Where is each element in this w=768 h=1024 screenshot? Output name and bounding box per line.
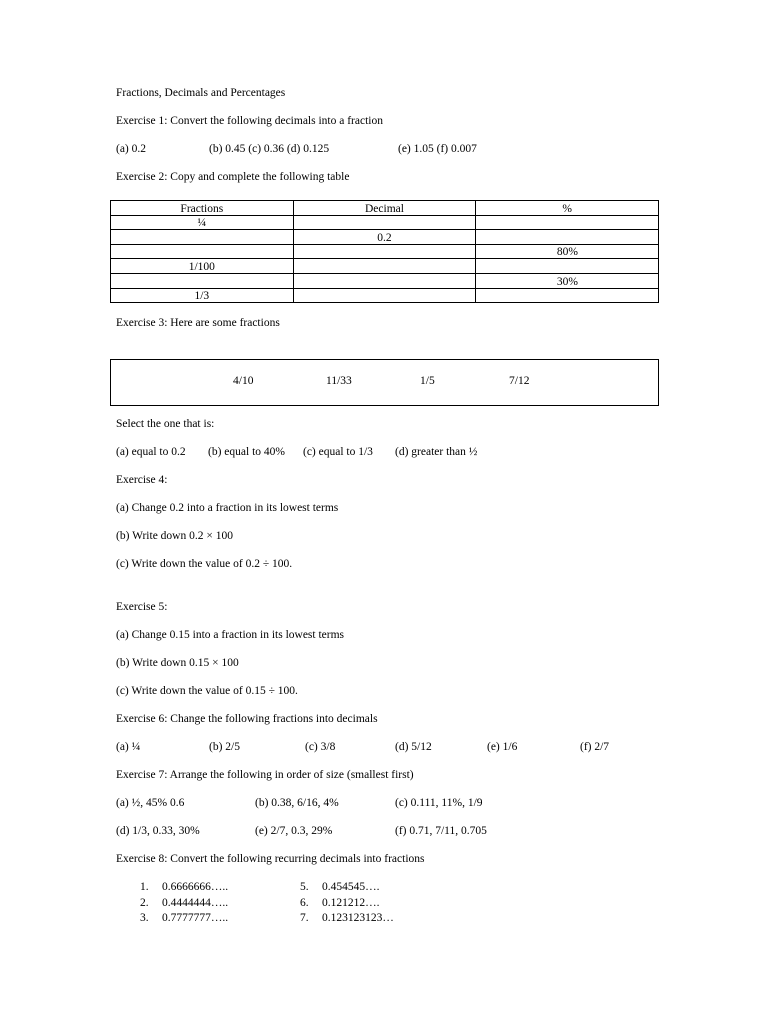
list-item: 0.4444444….. — [162, 897, 229, 909]
exercise-7-item: (b) 0.38, 6/16, 4% — [255, 797, 339, 809]
table-row — [111, 273, 659, 288]
fraction-value: 7/12 — [509, 375, 530, 387]
exercise-4-item: (b) Write down 0.2 × 100 — [116, 530, 233, 542]
list-item: 0.123123123… — [322, 912, 394, 924]
exercise-3-option: (a) equal to 0.2 — [116, 446, 186, 458]
table-cell: 0.2 — [293, 230, 476, 245]
fraction-value: 4/10 — [233, 375, 254, 387]
list-item: 0.6666666….. — [162, 881, 229, 893]
exercise-3-heading: Exercise 3: Here are some fractions — [116, 317, 280, 329]
page-title: Fractions, Decimals and Percentages — [116, 87, 286, 99]
exercise-1-item: (a) 0.2 — [116, 143, 147, 155]
table-cell: ¼ — [111, 215, 294, 230]
exercise-6-item: (a) ¼ — [116, 741, 141, 753]
exercise-5-item: (b) Write down 0.15 × 100 — [116, 657, 239, 669]
table-cell: 1/3 — [111, 288, 294, 303]
list-item: 0.121212…. — [322, 897, 380, 909]
list-number: 6. — [300, 897, 309, 909]
exercise-7-item: (d) 1/3, 0.33, 30% — [116, 825, 200, 837]
table-cell — [111, 273, 294, 288]
exercise-4-heading: Exercise 4: — [116, 474, 168, 486]
table-row — [111, 230, 659, 245]
list-number: 5. — [300, 881, 309, 893]
table-header: Decimal — [293, 201, 476, 216]
table-header: Fractions — [111, 201, 294, 216]
exercise-5-item: (c) Write down the value of 0.15 ÷ 100. — [116, 685, 298, 697]
exercise-7-item: (c) 0.111, 11%, 1/9 — [395, 797, 483, 809]
list-number: 3. — [140, 912, 149, 924]
table-header-row — [111, 201, 659, 216]
fraction-value: 11/33 — [326, 375, 352, 387]
exercise-7-item: (a) ½, 45% 0.6 — [116, 797, 185, 809]
table-cell — [476, 215, 659, 230]
list-item: 0.7777777….. — [162, 912, 229, 924]
table-cell: 30% — [476, 273, 659, 288]
exercise-6-item: (b) 2/5 — [209, 741, 240, 753]
exercise-6-heading: Exercise 6: Change the following fractions into decimals — [116, 713, 378, 725]
table-cell: 1/100 — [111, 259, 294, 274]
table-row — [111, 288, 659, 303]
exercise-3-option: (c) equal to 1/3 — [303, 446, 373, 458]
table-cell — [293, 215, 476, 230]
table-cell — [111, 230, 294, 245]
exercise-7-item: (f) 0.71, 7/11, 0.705 — [395, 825, 487, 837]
exercise-3-option: (d) greater than ½ — [395, 446, 478, 458]
table-cell — [476, 259, 659, 274]
exercise-2-heading: Exercise 2: Copy and complete the following table — [116, 171, 350, 183]
table-cell — [476, 230, 659, 245]
table-row — [111, 244, 659, 259]
table-cell — [293, 244, 476, 259]
list-number: 7. — [300, 912, 309, 924]
table-cell — [293, 288, 476, 303]
conversion-table — [110, 200, 659, 303]
table-header: % — [476, 201, 659, 216]
fractions-box — [110, 359, 659, 406]
exercise-4-item: (c) Write down the value of 0.2 ÷ 100. — [116, 558, 293, 570]
table-cell — [476, 288, 659, 303]
fraction-value: 1/5 — [420, 375, 435, 387]
exercise-3-prompt: Select the one that is: — [116, 418, 215, 430]
exercise-7-item: (e) 2/7, 0.3, 29% — [255, 825, 333, 837]
table-cell — [293, 273, 476, 288]
exercise-1-item: (b) 0.45 (c) 0.36 (d) 0.125 — [209, 143, 330, 155]
list-item: 0.454545…. — [322, 881, 380, 893]
exercise-6-item: (d) 5/12 — [395, 741, 432, 753]
table-row — [111, 215, 659, 230]
list-number: 1. — [140, 881, 149, 893]
exercise-4-item: (a) Change 0.2 into a fraction in its lowest terms — [116, 502, 339, 514]
table-row — [111, 259, 659, 274]
exercise-3-option: (b) equal to 40% — [208, 446, 285, 458]
exercise-7-heading: Exercise 7: Arrange the following in order of size (smallest first) — [116, 769, 414, 781]
table-cell — [111, 244, 294, 259]
exercise-5-heading: Exercise 5: — [116, 601, 168, 613]
exercise-1-item: (e) 1.05 (f) 0.007 — [398, 143, 477, 155]
exercise-6-item: (c) 3/8 — [305, 741, 336, 753]
list-number: 2. — [140, 897, 149, 909]
table-cell — [293, 259, 476, 274]
exercise-8-heading: Exercise 8: Convert the following recurring decimals into fractions — [116, 853, 425, 865]
exercise-5-item: (a) Change 0.15 into a fraction in its lowest terms — [116, 629, 345, 641]
table-cell: 80% — [476, 244, 659, 259]
exercise-6-item: (e) 1/6 — [487, 741, 518, 753]
exercise-1-heading: Exercise 1: Convert the following decimals into a fraction — [116, 115, 383, 127]
exercise-6-item: (f) 2/7 — [580, 741, 610, 753]
